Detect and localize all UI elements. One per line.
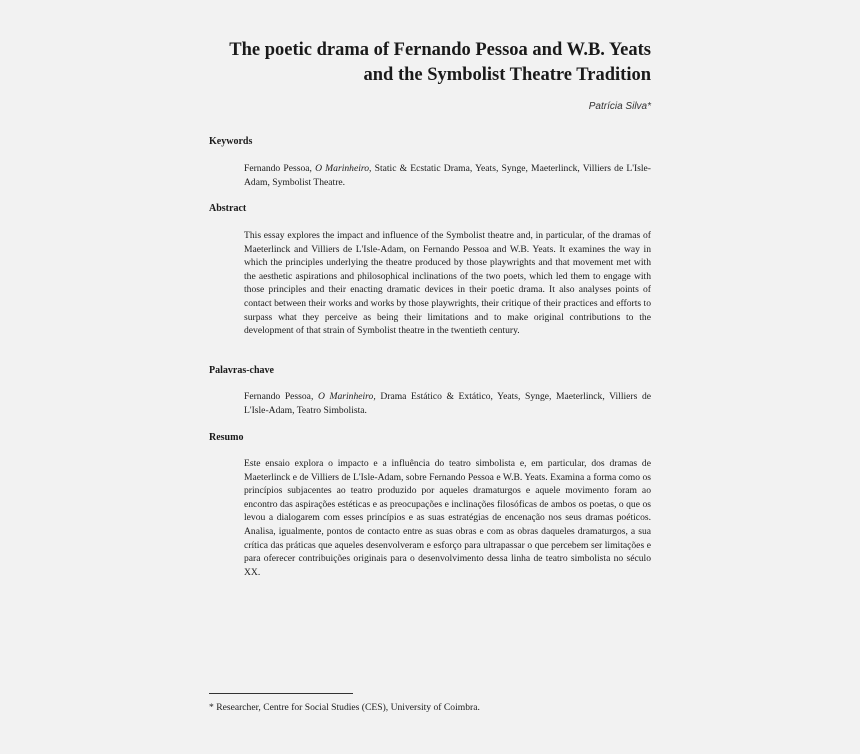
paper-title (131, 38, 651, 88)
resumo-heading: Resumo (209, 432, 244, 443)
author-name: Patrícia Silva* (588, 101, 651, 112)
footnote: * Researcher, Centre for Social Studies (CES), University of Coimbra. (209, 702, 480, 713)
abstract-text: This essay explores the impact and influence of the Symbolist theatre and, in particular, of the dramas of Maeterlinck and Villiers de L'Isle-Adam, on Fernando Pessoa and W.B. Yeats. It examines the way in which the principles underlying the theatre produced by those playwrights and that movement met with the aesthetic aspirations and philosophical inclinations of the two poets, which led them to engage with those principles and their enacting dramatic devices in their poetic drama. It also analyses points of contact between their works and works by those playwrights, their critique of their practices and efforts to surpass what they perceive as being their limitations and to make original contributions to the development of that strain of Symbolist theatre in the twentieth century. (244, 230, 651, 337)
keywords-text: Fernando Pessoa, O Marinheiro, Static & Ecstatic Drama, Yeats, Synge, Maeterlinck, Villiers de L'Isle-Adam, Symbolist Theatre. (244, 163, 652, 188)
footnote-divider (209, 693, 353, 694)
title-line-1: The poetic drama of Fernando Pessoa and W.B. Yeats (229, 40, 651, 60)
resumo-text: Este ensaio explora o impacto e a influência do teatro simbolista e, em particular, dos dramas de Maeterlinck e de Villiers de L'Isle-Adam, sobre Fernando Pessoa e W.B. Yeats. Examina a forma como os princípios subjacentes ao teatro produzido por aqueles dramaturgos e aquele movimento foram ao encontro das aspirações estéticas e as preocupações e inclinações filosóficas de ambos os poetas, o que os levou a dialogarem com esses princípios e as suas estratégias de encenação nos seus dramas poéticos. Analisa, igualmente, pontos de contacto entre as suas obras e com as obras daqueles dramaturgos, a sua crítica das práticas que aqueles desenvolveram e esforço para ultrapassar o que percebem ser limitações e para oferecer contribuições originais para o desenvolvimento dessa linha de teatro simbolista no século XX. (244, 458, 651, 578)
palavras-chave-text: Fernando Pessoa, O Marinheiro, Drama Estático & Extático, Yeats, Synge, Maeterlinck, Villiers de L'Isle-Adam, Teatro Simbolista. (244, 391, 651, 416)
title-line-2: and the Symbolist Theatre Tradition (363, 65, 651, 85)
keywords-heading: Keywords (209, 136, 253, 147)
palavras-chave-heading: Palavras-chave (209, 365, 274, 376)
abstract-heading: Abstract (209, 203, 247, 214)
